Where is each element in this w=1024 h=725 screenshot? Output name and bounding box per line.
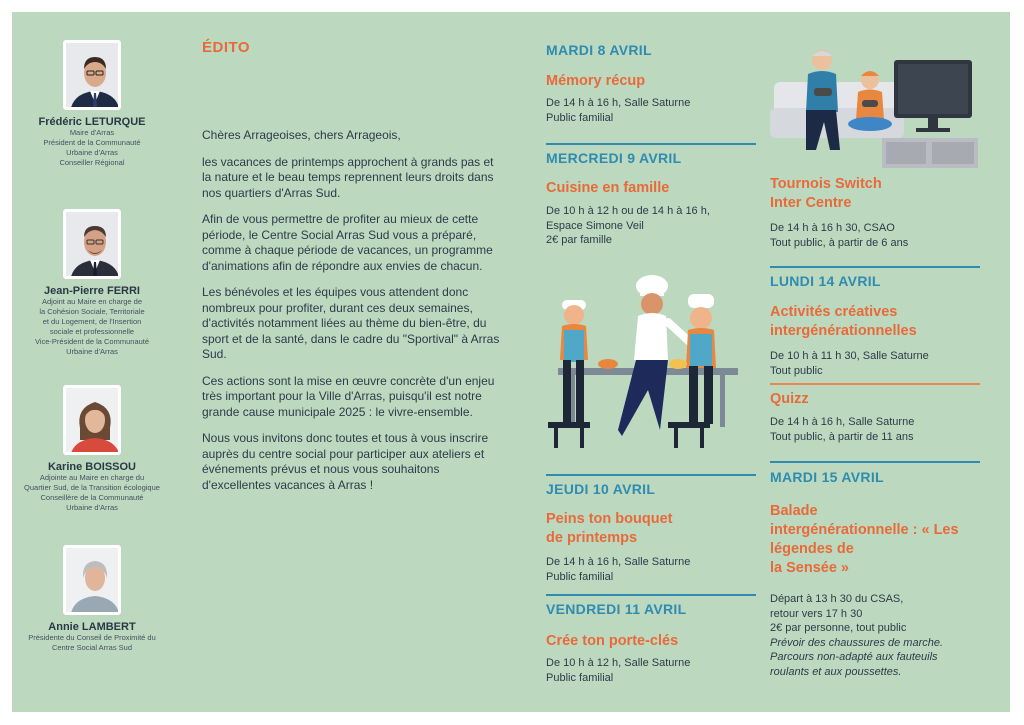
divider [546, 143, 756, 145]
info-line: De 14 h à 16 h, Salle Saturne [546, 556, 691, 568]
divider [770, 383, 980, 385]
info-line: De 10 h à 11 h 30, Salle Saturne [770, 350, 929, 362]
event-info [546, 204, 710, 248]
note-line: Prévoir des chaussures de marche. [770, 636, 944, 649]
info-line: Départ à 13 h 30 du CSAS, [770, 593, 904, 605]
event-title [770, 175, 882, 213]
event-info [770, 221, 908, 250]
role-line: Conseiller Régional [59, 158, 125, 167]
person-portrait-icon [66, 43, 121, 110]
info-line: Tout public, à partir de 6 ans [770, 236, 909, 249]
edito-text [202, 128, 502, 504]
event-line: intergénérationnelle : « Les [770, 522, 959, 538]
divider [770, 266, 980, 268]
role-line: Urbaine d'Arras [66, 347, 118, 356]
official-lambert [17, 545, 167, 653]
divider [546, 594, 756, 596]
role-line: Président de la Communauté [43, 138, 141, 147]
event-title: Mémory récup [546, 73, 646, 89]
info-line: Public familial [546, 570, 614, 583]
portrait-leturque [63, 40, 121, 110]
event-info [546, 656, 690, 685]
event-info [546, 96, 690, 125]
event-line: Tournois Switch [770, 176, 882, 192]
edito-paragraph: Chères Arrageoises, chers Arrageois, [202, 128, 401, 142]
event-title [770, 303, 917, 341]
person-portrait-icon [66, 212, 121, 279]
role-line: sociale et professionnelle [49, 327, 135, 336]
role-line: la Cohésion Sociale, Territoriale [39, 307, 145, 316]
event-info [770, 415, 914, 444]
role-line: Maire d'Arras [69, 128, 115, 137]
role-line: Conseillère de la Communauté [40, 493, 144, 502]
day-heading: MERCREDI 9 AVRIL [546, 150, 682, 166]
event-title [546, 510, 672, 548]
role-line: Adjointe au Maire en charge du [39, 473, 145, 482]
role-line: Vice-Président de la Communauté [34, 337, 150, 346]
info-line: De 10 h à 12 h, Salle Saturne [546, 657, 691, 669]
person-portrait-icon [66, 548, 121, 615]
info-line: Tout public [770, 364, 823, 377]
event-line: la Sensée » [770, 560, 849, 576]
edito-paragraph: les vacances de printemps approchent à grands pas et la nature et le beau temps reprennent leurs droits dans nos quartiers d'Arras Sud. [202, 154, 494, 200]
info-line: Tout public, à partir de 11 ans [770, 430, 914, 443]
event-title [770, 502, 959, 578]
info-line: Public familial [546, 671, 614, 684]
info-line: De 14 h à 16 h, Salle Saturne [546, 97, 691, 109]
day-heading: VENDREDI 11 AVRIL [546, 601, 687, 617]
role-line: Quartier Sud, de la Transition écologique [24, 483, 160, 492]
event-info [546, 555, 690, 584]
info-line: 2€ par personne, tout public [770, 622, 907, 634]
official-name: Jean-Pierre FERRI [44, 285, 140, 297]
official-role [17, 128, 167, 168]
event-info [770, 349, 929, 378]
edito-paragraph: Les bénévoles et les équipes vous attendent donc nombreux pour profiter, durant ces deux semaines, d'activités notamment liées au thème du bien-être, du sport et de la santé, dans le cadre du "Sportival" à Arras Sud. [202, 285, 500, 361]
info-line: retour vers 17 h 30 [770, 607, 863, 620]
edito-paragraph: Nous vous invitons donc toutes et tous à vous inscrire auprès du centre social pour participer aux ateliers et événements prévus et nous vous souhaitons d'excellentes vacances à Arras ! [202, 431, 489, 492]
role-line: Adjoint au Maire en charge de [41, 297, 143, 306]
info-line: De 14 h à 16 h 30, CSAO [770, 222, 895, 234]
info-line: De 14 h à 16 h, Salle Saturne [770, 416, 915, 428]
edito-paragraph: Afin de vous permettre de profiter au mieux de cette période, le Centre Social Arras Sud vous a préparé, comme à chaque période de vacances, un programme d'animations afin de répondre aux envies de chacun. [202, 212, 493, 273]
info-line: 2€ par famille [546, 234, 613, 246]
official-ferri [17, 209, 167, 357]
event-line: légendes de [770, 541, 854, 557]
day-heading: LUNDI 14 AVRIL [770, 273, 881, 289]
event-title: Quizz [770, 391, 809, 407]
person-portrait-icon [66, 388, 121, 455]
event-title: Crée ton porte-clés [546, 633, 679, 649]
official-role [17, 297, 167, 357]
day-heading: MARDI 15 AVRIL [770, 469, 884, 485]
gaming-illustration-icon [770, 42, 982, 170]
cooking-illustration-icon [548, 260, 748, 452]
event-line: Inter Centre [770, 195, 852, 211]
official-name: Karine BOISSOU [47, 461, 137, 473]
official-name: Annie LAMBERT [48, 621, 136, 633]
role-line: Présidente du Conseil de Proximité du [28, 633, 156, 642]
brochure-page [12, 12, 1010, 712]
official-role [17, 473, 167, 513]
official-leturque [17, 40, 167, 168]
note-line: Parcours non-adapté aux fauteuils [770, 651, 938, 663]
role-line: Centre Social Arras Sud [51, 643, 133, 652]
day-heading: JEUDI 10 AVRIL [546, 481, 656, 497]
day-heading: MARDI 8 AVRIL [546, 42, 652, 58]
official-boissou [17, 385, 167, 513]
divider [546, 474, 756, 476]
info-line: Espace Simone Veil [546, 219, 644, 232]
divider [770, 461, 980, 463]
event-title: Cuisine en famille [546, 180, 670, 196]
event-info [770, 592, 943, 679]
note-line: roulants et aux poussettes. [770, 665, 902, 678]
edito-title: ÉDITO [202, 39, 251, 56]
edito-paragraph: Ces actions sont la mise en œuvre concrète d'un enjeu très important pour la Ville d'Arras, puisqu'il est notre grande cause municipale 2025 : le vivre-ensemble. [202, 373, 495, 419]
role-line: Urbaine d'Arras [66, 148, 118, 157]
role-line: Urbaine d'Arras [66, 503, 118, 512]
event-line: de printemps [546, 530, 638, 546]
portrait-ferri [63, 209, 121, 279]
role-line: et du Logement, de l'Insertion [42, 317, 142, 326]
portrait-boissou [63, 385, 121, 455]
event-line: Peins ton bouquet [546, 511, 673, 527]
official-role [17, 633, 167, 653]
info-line: Public familial [546, 111, 614, 124]
event-line: intergénérationnelles [770, 323, 917, 339]
official-name: Frédéric LETURQUE [38, 116, 146, 128]
event-line: Balade [770, 503, 818, 519]
event-line: Activités créatives [770, 304, 898, 320]
info-line: De 10 h à 12 h ou de 14 h à 16 h, [546, 205, 710, 217]
event-note [770, 636, 943, 680]
portrait-lambert [63, 545, 121, 615]
